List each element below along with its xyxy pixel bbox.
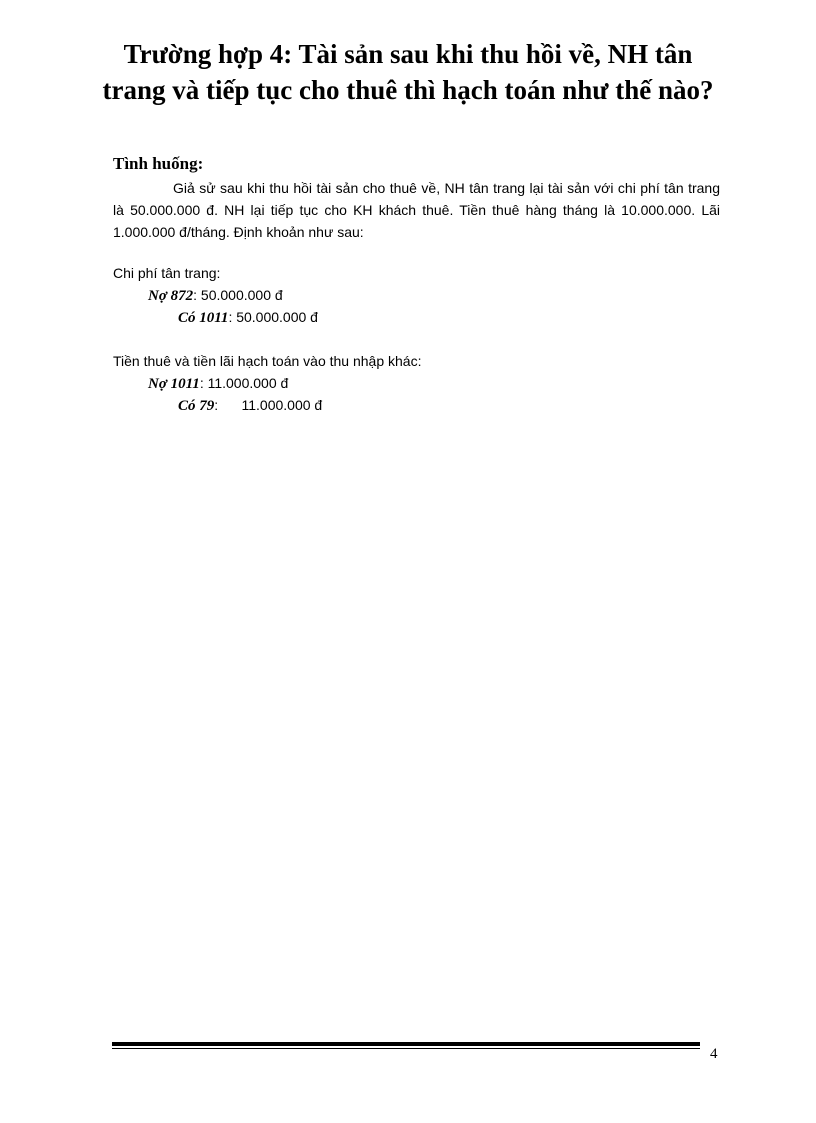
entry2-debit-value: : 11.000.000 đ [199, 375, 289, 391]
page-title [80, 36, 736, 108]
page-number: 4 [710, 1046, 718, 1062]
footer-rule-thin [112, 1048, 700, 1049]
entry1-credit-value: : 50.000.000 đ [228, 309, 318, 325]
footer-rule-thick [112, 1042, 700, 1046]
title-line-1: Trường hợp 4: Tài sản sau khi thu hồi về, NH tân [123, 39, 693, 69]
entry2-debit-line [148, 375, 288, 393]
section-heading: Tình huống: [113, 154, 204, 173]
entry1-debit-account: Nợ 872 [148, 288, 194, 304]
entry2-label: Tiền thuê và tiền lãi hạch toán vào thu nhập khác: [113, 353, 422, 369]
entry1-credit-account: Có 1011 [178, 310, 229, 326]
entry2-credit-line [178, 397, 322, 415]
entry1-credit-line [178, 309, 318, 327]
entry1-debit-value: : 50.000.000 đ [193, 287, 283, 303]
scenario-paragraph: Giả sử sau khi thu hồi tài sản cho thuê về, NH tân trang lại tài sản với chi phí tân trang là 50.000.000 đ. NH lại tiếp tục cho KH khách thuê. Tiền thuê hàng tháng là 10.000.000. Lãi 1.000.000 đ/tháng. Định khoản như sau: [113, 180, 720, 240]
entry2-credit-account: Có 79 [178, 398, 215, 414]
entry2-debit-account: Nợ 1011 [148, 376, 200, 392]
entry2-credit-value: : 11.000.000 đ [214, 397, 323, 413]
title-line-2: trang và tiếp tục cho thuê thì hạch toán như thế nào? [102, 75, 714, 105]
entry1-debit-line [148, 287, 283, 305]
entry1-label: Chi phí tân trang: [113, 265, 221, 281]
